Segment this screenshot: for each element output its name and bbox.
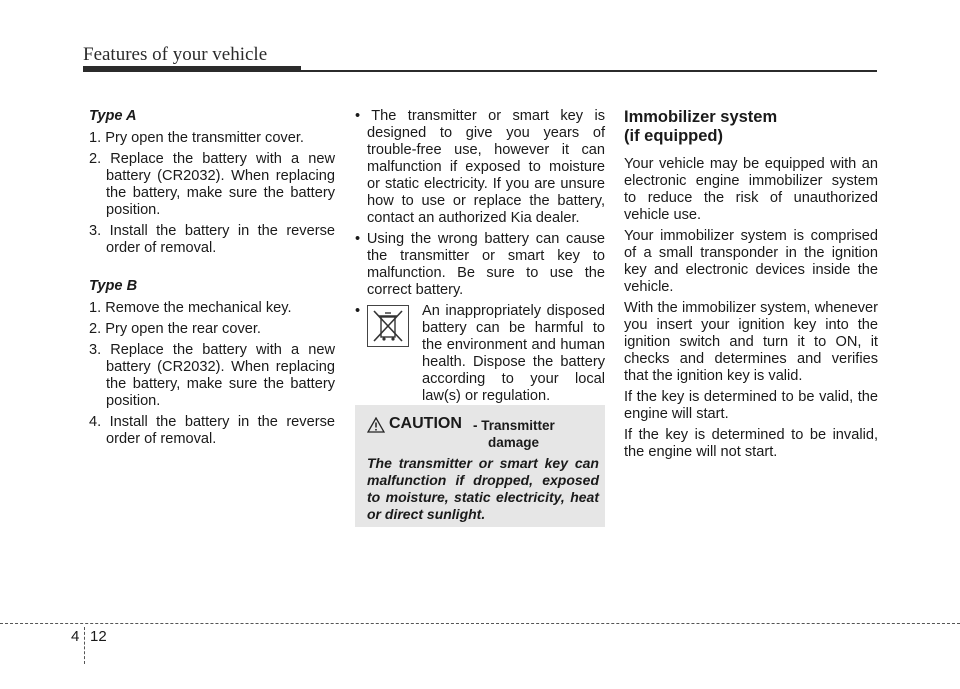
caution-body: The transmitter or smart key can malfunction if dropped, exposed to moisture, static electricity, heat or direct sunlight. [367,455,599,522]
header-rule-thick [83,66,301,72]
crossed-out-bin-icon [367,305,409,347]
type-b-step: 3. Replace the battery with a new battery (CR2032). When replacing the battery, make sure the battery position. [89,342,335,409]
footer-rule [0,623,960,624]
spacer [89,261,335,278]
paragraph: With the immobilizer system, whenever you insert your ignition key into the ignition switch and turn it to ON, it checks and determines and verifies that the ignition key is valid. [624,300,878,384]
type-a-step: 3. Install the battery in the reverse order of removal. [89,223,335,256]
section-title-line: Immobilizer system [624,108,778,126]
type-b-step: 4. Install the battery in the reverse order of removal. [89,414,335,447]
section-title-line: (if equipped) [624,127,723,145]
caution-subtitle: - Transmitter [473,418,555,433]
column-middle [355,108,605,405]
paragraph: Your immobilizer system is comprised of a small transponder in the ignition key and electronic devices inside the vehicle. [624,228,878,295]
paragraph: If the key is determined to be valid, the engine will start. [624,389,878,422]
page-number-divider [84,627,85,664]
caution-label: CAUTION [389,415,462,432]
type-a-title: Type A [89,108,137,124]
bullet: • [355,303,361,319]
section-title [624,108,878,146]
caution-subtitle: damage [488,435,540,450]
disposal-note [355,303,605,405]
battery-notes [355,108,605,299]
type-b-step: 1. Remove the mechanical key. [89,300,292,316]
page-number: 12 [90,628,107,645]
battery-note: • The transmitter or smart key is designed to give you years of trouble-free use, however it can malfunction if exposed to moisture or static electricity. If you are unsure how to use or replace the battery, contact an authorized Kia dealer. [355,108,605,226]
battery-note: • Using the wrong battery can cause the transmitter or smart key to malfunction. Be sure to use the correct battery. [355,231,605,298]
paragraph: If the key is determined to be invalid, the engine will not start. [624,427,878,460]
caution-box [355,405,605,527]
page-header-title: Features of your vehicle [83,44,268,65]
type-b-title: Type B [89,278,138,294]
paragraph: Your vehicle may be equipped with an electronic engine immobilizer system to reduce the risk of unauthorized vehicle use. [624,156,878,223]
column-left [89,108,335,452]
type-a-step: 2. Replace the battery with a new battery (CR2032). When replacing the battery, make sure the battery position. [89,151,335,218]
type-b-step: 2. Pry open the rear cover. [89,321,261,337]
column-right [624,108,878,465]
disposal-text: An inappropriately disposed battery can be harmful to the environment and human health. Dispose the battery according to your local law(s) or regulation. [422,303,605,404]
header-rule-thin [301,70,877,72]
page-section-number: 4 [71,628,80,645]
type-a-steps [89,130,335,257]
type-a-step: 1. Pry open the transmitter cover. [89,130,304,146]
warning-triangle-icon [367,417,385,438]
type-b-steps [89,300,335,448]
